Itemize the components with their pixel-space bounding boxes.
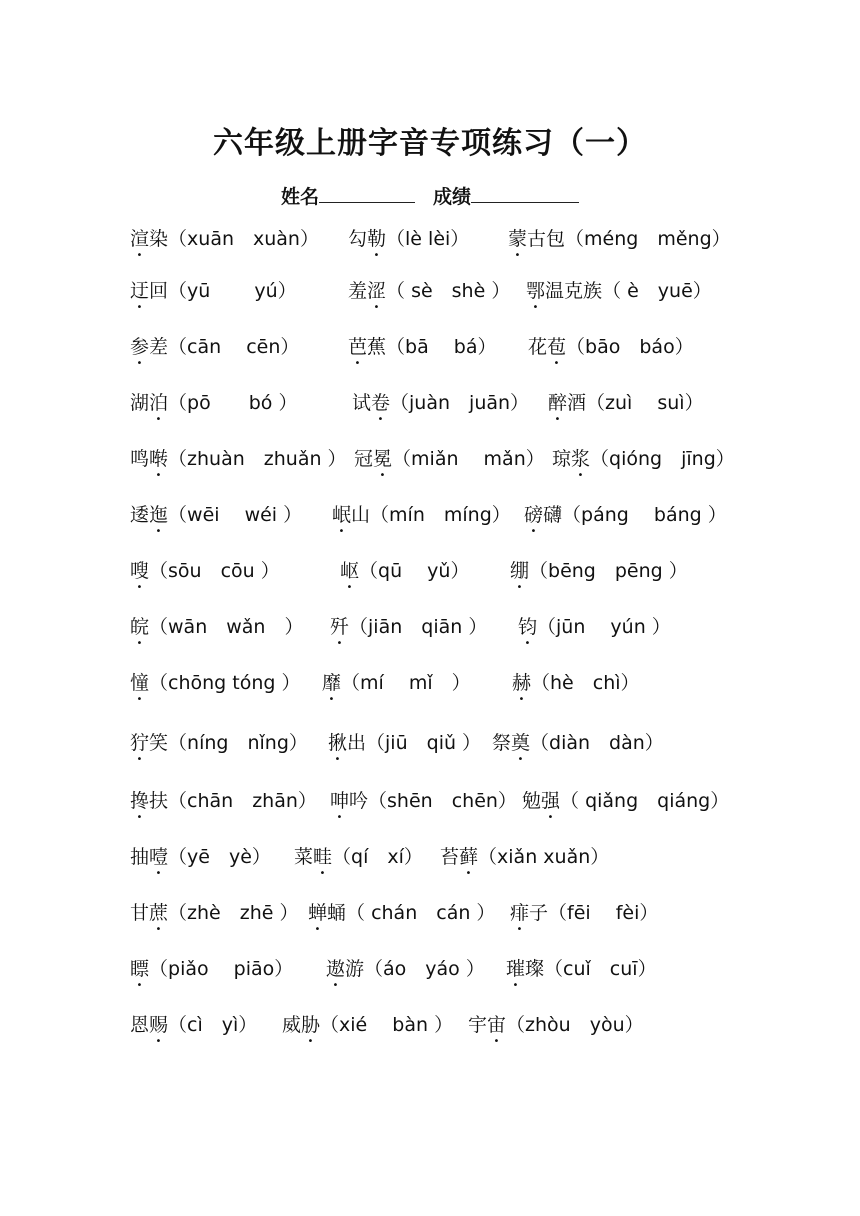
exercise-row [0,444,860,474]
exercise-row [0,842,860,872]
pinyin-options: （zhuàn zhuǎn ） [168,448,347,470]
exercise-word: 蒙古包 [508,228,566,250]
exercise-item [340,556,469,593]
exercise-row [0,388,860,418]
pinyin-options: （yū yú） [168,280,297,302]
exercise-row [0,954,860,984]
exercise-item [328,728,481,765]
exercise-item [492,728,664,765]
pinyin-options: （miǎn mǎn） [392,448,545,470]
exercise-item [130,556,280,593]
exercise-word: 试卷 [352,392,391,414]
exercise-item [130,668,301,705]
exercise-word: 瞟 [130,958,150,980]
exercise-row [0,276,860,306]
exercise-item [322,668,471,705]
exercise-word: 芭蕉 [348,336,387,358]
exercise-word: 憧 [130,672,150,694]
score-label: 成绩 [433,186,472,208]
pinyin-options: （qí xí） [332,846,423,868]
exercise-item [130,612,303,649]
pinyin-options: （piǎo piāo） [149,958,294,980]
exercise-item [130,898,298,935]
pinyin-options: （diàn dàn） [530,732,664,754]
pinyin-options: （pō bó ） [168,392,298,414]
pinyin-options: （fēi fèi） [548,902,659,924]
pinyin-options: （jūn yún ） [537,616,671,638]
exercise-item [348,332,496,369]
pinyin-options: （bēng pēng ） [529,560,688,582]
exercise-word: 宇宙 [468,1014,507,1036]
pinyin-options: （bāo báo） [566,336,694,358]
exercise-row [0,500,860,530]
exercise-item [330,786,517,823]
exercise-row [0,612,860,642]
exercise-item [552,444,735,481]
exercise-word: 磅礴 [524,504,563,526]
exercise-item [348,224,469,261]
exercise-item [332,500,511,537]
exercise-item [130,728,308,765]
exercise-word: 苔藓 [440,846,479,868]
exercise-word: 湖泊 [130,392,169,414]
exercise-word: 抽噎 [130,846,169,868]
exercise-item [308,898,495,935]
page-title: 六年级上册字音专项练习（一） [213,126,647,161]
exercise-word: 鄂温克族 [526,280,603,302]
pinyin-options: （xiǎn xuǎn） [478,846,610,868]
exercise-word: 赫 [512,672,532,694]
exercise-word: 岷山 [332,504,371,526]
exercise-row [0,786,860,816]
exercise-word: 菜畦 [294,846,333,868]
exercise-word: 琼浆 [552,448,591,470]
pinyin-options: （cuǐ cuī） [544,958,657,980]
pinyin-options: （juàn juān） [390,392,530,414]
exercise-word: 璀璨 [506,958,545,980]
exercise-item [348,276,510,313]
exercise-word: 羞涩 [348,280,387,302]
exercise-word: 痱子 [510,902,549,924]
pinyin-options: （zuì suì） [586,392,704,414]
exercise-row [0,332,860,362]
exercise-word: 渲染 [130,228,169,250]
pinyin-options: （áo yáo ） [364,958,485,980]
exercise-word: 遨游 [326,958,365,980]
exercise-item [510,556,688,593]
pinyin-options: （mí mǐ ） [341,672,471,694]
exercise-item [130,276,297,313]
pinyin-options: （ è yuē） [602,280,712,302]
exercise-word: 醉酒 [548,392,587,414]
exercise-item [130,332,299,369]
pinyin-options: （xié bàn ） [320,1014,454,1036]
exercise-word: 威胁 [282,1014,321,1036]
exercise-word: 甘蔗 [130,902,169,924]
pinyin-options: （níng nǐng） [168,732,308,754]
pinyin-options: （jiān qiān ） [349,616,488,638]
pinyin-options: （shēn chēn） [368,790,517,812]
exercise-word: 冠冕 [354,448,393,470]
exercise-row [0,898,860,928]
exercise-word: 钧 [518,616,538,638]
exercise-word: 揪出 [328,732,367,754]
exercise-item [354,444,545,481]
exercise-row [0,668,860,698]
pinyin-options: （méng měng） [565,228,731,250]
exercise-word: 皖 [130,616,150,638]
exercise-item [506,954,657,991]
pinyin-options: （ chán cán ） [346,902,496,924]
exercise-item [130,786,317,823]
exercise-row [0,556,860,586]
exercise-item [294,842,423,879]
exercise-word: 勾勒 [348,228,387,250]
pinyin-options: （mín míng） [370,504,511,526]
exercise-word: 绷 [510,560,530,582]
exercise-word: 恩赐 [130,1014,169,1036]
pinyin-options: （xuān xuàn） [168,228,319,250]
name-blank[interactable] [319,184,415,203]
exercise-item [130,444,347,481]
exercise-item [330,612,487,649]
exercise-word: 鸣啭 [130,448,169,470]
exercise-item [282,1010,453,1047]
name-label: 姓名 [280,186,319,208]
pinyin-options: （chān zhān） [168,790,317,812]
exercise-item [468,1010,644,1047]
exercise-word: 花苞 [528,336,567,358]
pinyin-options: （hè chì） [531,672,640,694]
pinyin-options: （zhè zhē ） [168,902,299,924]
pinyin-options: （qū yǔ） [359,560,470,582]
pinyin-options: （cān cēn） [168,336,300,358]
student-info-line [0,182,860,209]
exercise-word: 参差 [130,336,169,358]
exercise-item [326,954,485,991]
pinyin-options: （wān wǎn ） [149,616,304,638]
pinyin-options: （ sè shè ） [386,280,511,302]
pinyin-options: （ qiǎng qiáng） [560,790,730,812]
exercise-word: 迂回 [130,280,169,302]
exercise-word: 歼 [330,616,350,638]
exercise-word: 狞笑 [130,732,169,754]
exercise-item [440,842,609,879]
exercise-item [130,842,271,879]
exercise-item [352,388,529,425]
exercise-item [130,954,293,991]
pinyin-options: （páng báng ） [562,504,727,526]
pinyin-options: （bā bá） [386,336,497,358]
exercise-item [130,500,302,537]
exercise-item [528,332,694,369]
exercise-item [512,668,640,705]
pinyin-options: （qióng jīng） [590,448,735,470]
pinyin-options: （lè lèi） [386,228,470,250]
exercise-item [548,388,704,425]
exercise-word: 蝉蛹 [308,902,347,924]
exercise-item [524,500,727,537]
exercise-item [130,1010,257,1047]
exercise-item [130,224,319,261]
pinyin-options: （wēi wéi ） [168,504,303,526]
exercise-item [522,786,729,823]
score-blank[interactable] [471,184,579,203]
exercise-word: 搀扶 [130,790,169,812]
pinyin-options: （zhòu yòu） [506,1014,644,1036]
pinyin-options: （yē yè） [168,846,271,868]
exercise-row [0,1010,860,1040]
exercise-word: 岖 [340,560,360,582]
exercise-word: 勉强 [522,790,561,812]
exercise-row [0,224,860,254]
exercise-item [526,276,712,313]
exercise-word: 呻吟 [330,790,369,812]
pinyin-options: （jiū qiǔ ） [366,732,482,754]
exercise-word: 靡 [322,672,342,694]
pinyin-options: （chōng tóng ） [149,672,301,694]
exercise-item [130,388,297,425]
exercise-word: 嗖 [130,560,150,582]
exercise-word: 逶迤 [130,504,169,526]
exercise-item [518,612,671,649]
exercise-row [0,728,860,758]
pinyin-options: （cì yì） [168,1014,258,1036]
pinyin-options: （sōu cōu ） [149,560,280,582]
exercise-item [510,898,658,935]
exercise-item [508,224,731,261]
exercise-word: 祭奠 [492,732,531,754]
